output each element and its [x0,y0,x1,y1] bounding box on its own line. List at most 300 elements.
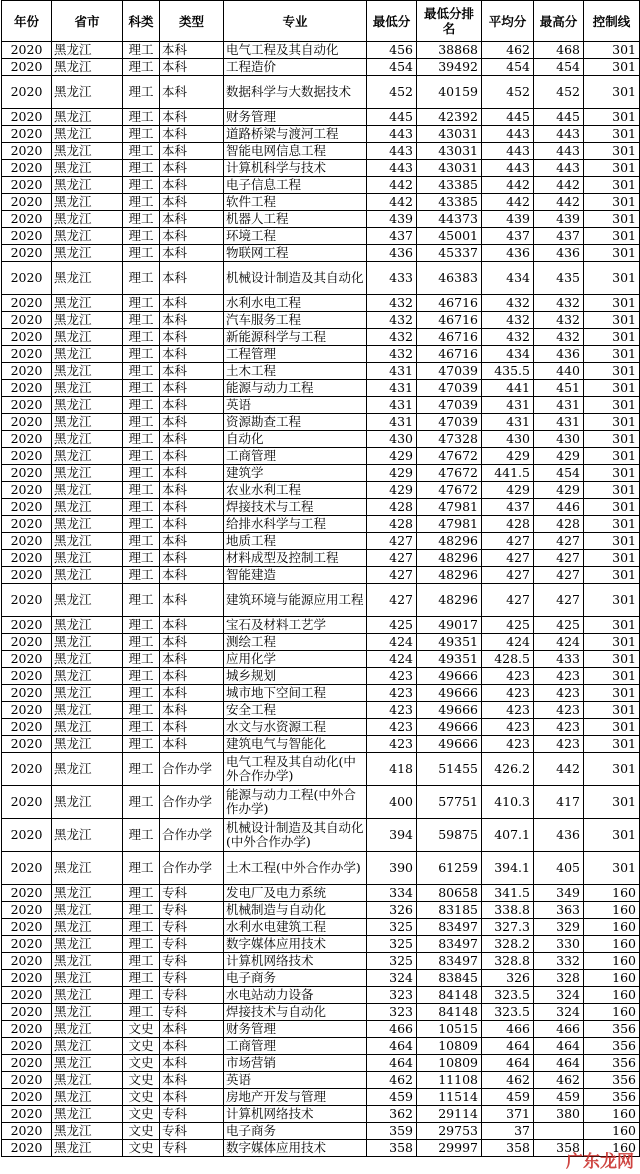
table-row [2,902,640,919]
cell-control-line: 301 [584,617,640,634]
cell-major: 电气工程及其自动化(中外合作办学) [224,753,367,786]
cell-avg-score: 442 [482,177,534,194]
table-body [2,42,640,1157]
table-row [2,987,640,1004]
cell-control-line: 301 [584,431,640,448]
cell-min-rank: 49666 [417,719,482,736]
cell-major: 焊接技术与自动化 [224,1004,367,1021]
cell-max-score: 427 [534,567,584,584]
cell-year: 2020 [2,936,52,953]
cell-avg-score: 338.8 [482,902,534,919]
table-row [2,702,640,719]
cell-province: 黑龙江 [52,1038,123,1055]
cell-avg-score: 327.3 [482,919,534,936]
cell-max-score: 431 [534,414,584,431]
cell-subject: 文史 [123,1021,160,1038]
cell-max-score: 431 [534,397,584,414]
cell-province: 黑龙江 [52,970,123,987]
cell-subject: 理工 [123,970,160,987]
cell-year: 2020 [2,228,52,245]
cell-min-rank: 48296 [417,550,482,567]
header-avg-score: 平均分 [482,1,534,42]
cell-max-score: 430 [534,431,584,448]
cell-min-rank: 48296 [417,567,482,584]
cell-avg-score: 428 [482,516,534,533]
cell-max-score: 427 [534,550,584,567]
cell-year: 2020 [2,617,52,634]
cell-major: 汽车服务工程 [224,312,367,329]
cell-min-rank: 11108 [417,1072,482,1089]
cell-max-score: 442 [534,177,584,194]
cell-province: 黑龙江 [52,617,123,634]
table-row [2,177,640,194]
cell-min-rank: 83845 [417,970,482,987]
cell-control-line: 301 [584,482,640,499]
cell-subject: 文史 [123,1123,160,1140]
cell-min-rank: 49666 [417,702,482,719]
cell-min-rank: 29753 [417,1123,482,1140]
cell-year: 2020 [2,59,52,76]
cell-major: 发电厂及电力系统 [224,885,367,902]
cell-year: 2020 [2,414,52,431]
cell-avg-score: 425 [482,617,534,634]
cell-max-score: 429 [534,448,584,465]
cell-type: 本科 [160,651,224,668]
cell-province: 黑龙江 [52,936,123,953]
cell-min-rank: 43385 [417,194,482,211]
cell-type: 本科 [160,160,224,177]
cell-province: 黑龙江 [52,550,123,567]
cell-max-score: 324 [534,1004,584,1021]
cell-min-rank: 83497 [417,936,482,953]
cell-type: 本科 [160,76,224,109]
table-row [2,499,640,516]
header-row [2,1,640,42]
cell-subject: 理工 [123,414,160,431]
cell-min-rank: 46716 [417,312,482,329]
cell-type: 本科 [160,346,224,363]
cell-max-score: 405 [534,852,584,885]
cell-min-score: 442 [367,177,417,194]
cell-min-rank: 46383 [417,262,482,295]
cell-min-rank: 43031 [417,143,482,160]
cell-year: 2020 [2,651,52,668]
table-row [2,634,640,651]
cell-max-score: 451 [534,380,584,397]
cell-province: 黑龙江 [52,346,123,363]
cell-min-score: 429 [367,448,417,465]
cell-avg-score: 427 [482,533,534,550]
cell-major: 测绘工程 [224,634,367,651]
cell-subject: 理工 [123,295,160,312]
table-row [2,59,640,76]
cell-avg-score: 432 [482,329,534,346]
cell-min-rank: 40159 [417,76,482,109]
cell-min-score: 431 [367,414,417,431]
cell-subject: 理工 [123,76,160,109]
cell-avg-score: 434 [482,346,534,363]
cell-control-line: 301 [584,363,640,380]
cell-avg-score: 427 [482,584,534,617]
cell-min-score: 431 [367,363,417,380]
table-row [2,685,640,702]
cell-subject: 理工 [123,346,160,363]
cell-avg-score: 466 [482,1021,534,1038]
cell-min-score: 466 [367,1021,417,1038]
cell-max-score: 443 [534,160,584,177]
table-row [2,786,640,819]
cell-major: 计算机网络技术 [224,953,367,970]
cell-province: 黑龙江 [52,482,123,499]
cell-min-rank: 46716 [417,346,482,363]
cell-min-rank: 47672 [417,465,482,482]
cell-major: 英语 [224,1072,367,1089]
cell-max-score: 427 [534,533,584,550]
cell-max-score: 459 [534,1089,584,1106]
cell-type: 本科 [160,431,224,448]
cell-type: 本科 [160,550,224,567]
cell-control-line: 301 [584,59,640,76]
cell-subject: 理工 [123,143,160,160]
cell-min-score: 400 [367,786,417,819]
cell-year: 2020 [2,567,52,584]
cell-year: 2020 [2,397,52,414]
cell-year: 2020 [2,1038,52,1055]
cell-province: 黑龙江 [52,295,123,312]
table-row [2,953,640,970]
cell-max-score: 437 [534,228,584,245]
cell-min-score: 436 [367,245,417,262]
cell-control-line: 301 [584,753,640,786]
cell-avg-score: 423 [482,736,534,753]
cell-control-line: 160 [584,1140,640,1157]
cell-subject: 理工 [123,567,160,584]
table-row [2,143,640,160]
cell-province: 黑龙江 [52,211,123,228]
cell-type: 专科 [160,936,224,953]
cell-subject: 理工 [123,987,160,1004]
cell-major: 数字媒体应用技术 [224,1140,367,1157]
cell-control-line: 160 [584,987,640,1004]
cell-min-rank: 59875 [417,819,482,852]
cell-subject: 理工 [123,702,160,719]
cell-max-score: 433 [534,651,584,668]
cell-control-line: 301 [584,634,640,651]
table-row [2,160,640,177]
cell-max-score: 349 [534,885,584,902]
cell-type: 本科 [160,736,224,753]
cell-province: 黑龙江 [52,786,123,819]
cell-year: 2020 [2,1106,52,1123]
table-row [2,1004,640,1021]
cell-control-line: 301 [584,194,640,211]
cell-major: 地质工程 [224,533,367,550]
cell-major: 工程管理 [224,346,367,363]
cell-year: 2020 [2,719,52,736]
cell-major: 安全工程 [224,702,367,719]
cell-min-score: 425 [367,617,417,634]
cell-type: 专科 [160,970,224,987]
cell-min-score: 428 [367,516,417,533]
cell-avg-score: 454 [482,59,534,76]
cell-major: 能源与动力工程 [224,380,367,397]
cell-control-line: 301 [584,465,640,482]
cell-subject: 理工 [123,1004,160,1021]
cell-min-rank: 83497 [417,919,482,936]
cell-major: 电子信息工程 [224,177,367,194]
cell-max-score: 329 [534,919,584,936]
table-row [2,397,640,414]
cell-year: 2020 [2,143,52,160]
cell-subject: 理工 [123,953,160,970]
cell-province: 黑龙江 [52,719,123,736]
cell-year: 2020 [2,160,52,177]
cell-max-score: 446 [534,499,584,516]
cell-year: 2020 [2,1123,52,1140]
cell-avg-score: 429 [482,482,534,499]
cell-province: 黑龙江 [52,262,123,295]
cell-type: 专科 [160,885,224,902]
cell-major: 机器人工程 [224,211,367,228]
cell-province: 黑龙江 [52,59,123,76]
cell-year: 2020 [2,819,52,852]
cell-control-line: 301 [584,76,640,109]
cell-type: 本科 [160,1038,224,1055]
table-row [2,1106,640,1123]
table-row [2,448,640,465]
cell-max-score: 436 [534,245,584,262]
cell-major: 农业水利工程 [224,482,367,499]
cell-avg-score: 423 [482,668,534,685]
cell-avg-score: 426.2 [482,753,534,786]
cell-type: 本科 [160,42,224,59]
cell-max-score: 432 [534,312,584,329]
cell-min-score: 394 [367,819,417,852]
cell-min-rank: 49351 [417,651,482,668]
cell-year: 2020 [2,482,52,499]
cell-avg-score: 439 [482,211,534,228]
cell-max-score: 423 [534,719,584,736]
cell-year: 2020 [2,953,52,970]
cell-avg-score: 323.5 [482,1004,534,1021]
cell-min-score: 439 [367,211,417,228]
cell-control-line: 160 [584,1004,640,1021]
cell-year: 2020 [2,177,52,194]
cell-subject: 理工 [123,109,160,126]
table-row [2,211,640,228]
cell-min-rank: 49666 [417,685,482,702]
cell-max-score: 468 [534,42,584,59]
cell-min-score: 427 [367,567,417,584]
cell-max-score: 358 [534,1140,584,1157]
cell-min-rank: 29114 [417,1106,482,1123]
cell-min-rank: 46716 [417,329,482,346]
cell-type: 专科 [160,1106,224,1123]
table-row [2,1038,640,1055]
cell-min-score: 429 [367,482,417,499]
cell-min-score: 437 [367,228,417,245]
cell-control-line: 301 [584,295,640,312]
cell-province: 黑龙江 [52,651,123,668]
cell-major: 电气工程及其自动化 [224,42,367,59]
table-row [2,245,640,262]
cell-control-line: 301 [584,852,640,885]
table-row [2,617,640,634]
cell-year: 2020 [2,431,52,448]
table-row [2,482,640,499]
cell-min-rank: 11514 [417,1089,482,1106]
cell-max-score: 423 [534,685,584,702]
cell-min-score: 418 [367,753,417,786]
cell-avg-score: 441 [482,380,534,397]
cell-major: 机械设计制造及其自动化 [224,262,367,295]
cell-major: 建筑环境与能源应用工程 [224,584,367,617]
cell-min-score: 326 [367,902,417,919]
cell-control-line: 356 [584,1072,640,1089]
table-row [2,970,640,987]
table-row [2,228,640,245]
cell-control-line: 356 [584,1038,640,1055]
cell-type: 本科 [160,719,224,736]
cell-min-score: 427 [367,584,417,617]
header-type: 类型 [160,1,224,42]
cell-max-score: 442 [534,194,584,211]
cell-control-line: 160 [584,936,640,953]
cell-min-score: 431 [367,397,417,414]
table-row [2,651,640,668]
cell-year: 2020 [2,126,52,143]
cell-avg-score: 430 [482,431,534,448]
cell-province: 黑龙江 [52,516,123,533]
cell-min-rank: 83497 [417,953,482,970]
cell-avg-score: 442 [482,194,534,211]
cell-control-line: 301 [584,533,640,550]
cell-major: 英语 [224,397,367,414]
cell-major: 智能电网信息工程 [224,143,367,160]
table-row [2,312,640,329]
cell-subject: 理工 [123,736,160,753]
cell-min-rank: 38868 [417,42,482,59]
cell-min-rank: 47672 [417,482,482,499]
cell-avg-score: 427 [482,567,534,584]
cell-control-line: 301 [584,685,640,702]
cell-control-line: 301 [584,567,640,584]
cell-subject: 理工 [123,211,160,228]
cell-type: 本科 [160,702,224,719]
cell-subject: 理工 [123,194,160,211]
cell-control-line: 301 [584,262,640,295]
cell-year: 2020 [2,919,52,936]
cell-type: 本科 [160,380,224,397]
cell-control-line: 301 [584,414,640,431]
cell-major: 计算机网络技术 [224,1106,367,1123]
table-row [2,414,640,431]
cell-subject: 理工 [123,919,160,936]
cell-max-score: 432 [534,329,584,346]
cell-major: 资源勘查工程 [224,414,367,431]
cell-min-score: 462 [367,1072,417,1089]
table-row [2,516,640,533]
cell-type: 本科 [160,228,224,245]
cell-province: 黑龙江 [52,902,123,919]
cell-major: 工商管理 [224,448,367,465]
table-row [2,431,640,448]
cell-type: 本科 [160,516,224,533]
table-row [2,584,640,617]
cell-avg-score: 462 [482,42,534,59]
cell-major: 给排水科学与工程 [224,516,367,533]
table-row [2,936,640,953]
cell-subject: 理工 [123,465,160,482]
cell-province: 黑龙江 [52,160,123,177]
cell-province: 黑龙江 [52,380,123,397]
cell-major: 软件工程 [224,194,367,211]
cell-min-score: 423 [367,668,417,685]
cell-subject: 理工 [123,380,160,397]
cell-province: 黑龙江 [52,702,123,719]
cell-province: 黑龙江 [52,634,123,651]
cell-control-line: 301 [584,228,640,245]
table-row [2,753,640,786]
cell-subject: 理工 [123,936,160,953]
cell-year: 2020 [2,668,52,685]
cell-max-score: 462 [534,1072,584,1089]
cell-avg-score: 459 [482,1089,534,1106]
cell-major: 焊接技术与工程 [224,499,367,516]
cell-major: 电子商务 [224,970,367,987]
cell-major: 建筑电气与智能化 [224,736,367,753]
cell-control-line: 160 [584,1106,640,1123]
cell-subject: 理工 [123,668,160,685]
cell-min-rank: 83185 [417,902,482,919]
cell-max-score [534,1123,584,1140]
cell-max-score: 454 [534,465,584,482]
cell-min-rank: 45337 [417,245,482,262]
cell-subject: 理工 [123,885,160,902]
cell-control-line: 301 [584,651,640,668]
cell-avg-score: 435.5 [482,363,534,380]
table-row [2,295,640,312]
cell-avg-score: 326 [482,970,534,987]
cell-province: 黑龙江 [52,736,123,753]
cell-subject: 理工 [123,634,160,651]
cell-type: 本科 [160,465,224,482]
cell-avg-score: 443 [482,160,534,177]
header-control-line: 控制线 [584,1,640,42]
cell-min-rank: 47672 [417,448,482,465]
cell-avg-score: 410.3 [482,786,534,819]
cell-min-rank: 47039 [417,363,482,380]
cell-major: 计算机科学与技术 [224,160,367,177]
cell-min-score: 452 [367,76,417,109]
cell-subject: 理工 [123,685,160,702]
cell-min-score: 325 [367,953,417,970]
cell-avg-score: 328.8 [482,953,534,970]
cell-min-rank: 61259 [417,852,482,885]
table-row [2,76,640,109]
table-row [2,1021,640,1038]
cell-avg-score: 464 [482,1055,534,1072]
cell-min-rank: 43031 [417,160,482,177]
cell-major: 财务管理 [224,1021,367,1038]
cell-min-score: 423 [367,736,417,753]
cell-province: 黑龙江 [52,584,123,617]
cell-max-score: 440 [534,363,584,380]
table-row [2,550,640,567]
cell-year: 2020 [2,1055,52,1072]
cell-major: 财务管理 [224,109,367,126]
table-row [2,346,640,363]
